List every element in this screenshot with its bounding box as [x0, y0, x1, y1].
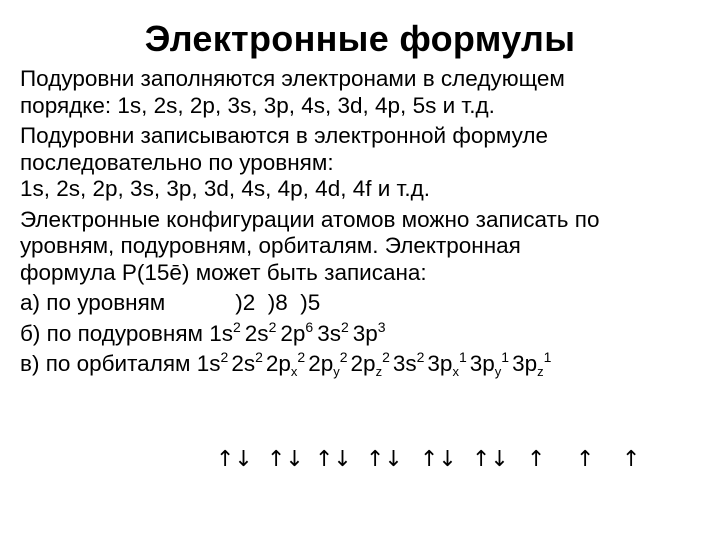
electron-arrow-icon: ↑ [622, 447, 641, 472]
formula-term [350, 349, 390, 379]
formula-term [352, 318, 386, 346]
term-subscript: y [333, 364, 340, 379]
electron-arrow-icon: ↑ [576, 447, 595, 472]
term-base: 2s [231, 351, 256, 376]
text-line: формула Р(15ē) может быть записана: [20, 259, 427, 285]
text-line: Подуровни заполняются электронами в следующем [20, 66, 565, 91]
term-base: 1s [196, 351, 221, 376]
term-base: 2s [244, 320, 269, 346]
term-base: 3p [427, 351, 453, 376]
formula-terms [209, 318, 389, 346]
term-base: 3s [392, 351, 417, 376]
text-line: Электронные конфигурации атомов можно записать по [20, 206, 600, 232]
term-base: 3p [469, 351, 495, 376]
slide-body [20, 66, 710, 382]
formula-by-sublevels [20, 318, 710, 348]
term-base: 2p [280, 320, 306, 346]
slide-title: Электронные формулы [144, 18, 576, 59]
formula-by-levels [20, 290, 710, 317]
electron-arrow-icon: ↑↓ [366, 447, 403, 472]
formula-term [244, 318, 277, 346]
formula-term [231, 351, 263, 376]
text-line: порядке: 1s, 2s, 2p, 3s, 3p, 4s, 3d, 4p, 5s и т.д. [20, 92, 495, 118]
electron-arrow-icon: ↑↓ [267, 447, 304, 472]
term-base: 3p [512, 351, 538, 376]
term-exponent: 2 [416, 349, 425, 365]
term-exponent: 1 [458, 349, 467, 365]
formula-term [265, 349, 306, 379]
term-subscript: x [290, 364, 298, 379]
term-subscript: x [452, 364, 459, 379]
formula-term [280, 318, 314, 346]
term-base: 1s [209, 320, 233, 346]
term-exponent: 1 [543, 349, 552, 365]
electron-arrow-icon: ↑↓ [216, 447, 253, 472]
formula-term [317, 318, 349, 346]
term-exponent: 2 [268, 318, 277, 335]
formula-term [469, 349, 510, 379]
term-exponent: 2 [220, 349, 229, 365]
formula-label: а) по уровням [20, 290, 166, 315]
paragraph-writing-order [20, 123, 710, 203]
formula-value: )2 )8 )5 [235, 290, 321, 315]
formula-term [308, 349, 348, 379]
text-line: последовательно по уровням: [20, 149, 334, 175]
formula-term [427, 349, 467, 379]
formula-term [209, 318, 241, 346]
term-base: 3p [352, 320, 378, 346]
term-exponent: 3 [377, 318, 386, 335]
formula-terms [196, 349, 555, 379]
term-subscript: y [494, 364, 502, 379]
formula-term [197, 351, 229, 376]
formula-label: в) по орбиталям [20, 351, 191, 376]
term-base: 3s [317, 320, 341, 346]
formula-label: б) по подуровням [20, 320, 203, 346]
formula-term [393, 351, 425, 376]
electron-arrow-icon: ↑ [527, 447, 546, 472]
term-base: 2p [350, 351, 376, 376]
term-exponent: 2 [255, 349, 263, 365]
text-line: Подуровни записываются в электронной формуле [20, 123, 548, 148]
electron-arrow-icon: ↑↓ [420, 447, 457, 472]
text-line: уровням, подуровням, орбиталям. Электронная [20, 233, 521, 258]
term-exponent: 2 [340, 318, 349, 335]
term-exponent: 2 [339, 349, 348, 365]
electron-arrow-icon: ↑↓ [315, 447, 352, 472]
term-exponent: 2 [297, 349, 306, 365]
orbital-arrows [0, 447, 720, 477]
formula-by-orbitals [20, 351, 710, 378]
term-exponent: 2 [382, 349, 390, 365]
paragraph-filling-order [20, 66, 710, 119]
term-exponent: 1 [501, 349, 510, 365]
term-subscript: z [375, 364, 383, 379]
electron-arrow-icon: ↑↓ [472, 447, 509, 472]
term-base: 2p [308, 351, 334, 376]
term-base: 2p [265, 351, 291, 376]
paragraph-configurations [20, 207, 710, 287]
term-exponent: 2 [233, 318, 241, 335]
formula-term [512, 349, 552, 379]
term-subscript: z [537, 364, 544, 379]
term-exponent: 6 [305, 318, 314, 335]
text-line: 1s, 2s, 2p, 3s, 3p, 3d, 4s, 4p, 4d, 4f и т.д. [20, 176, 430, 201]
